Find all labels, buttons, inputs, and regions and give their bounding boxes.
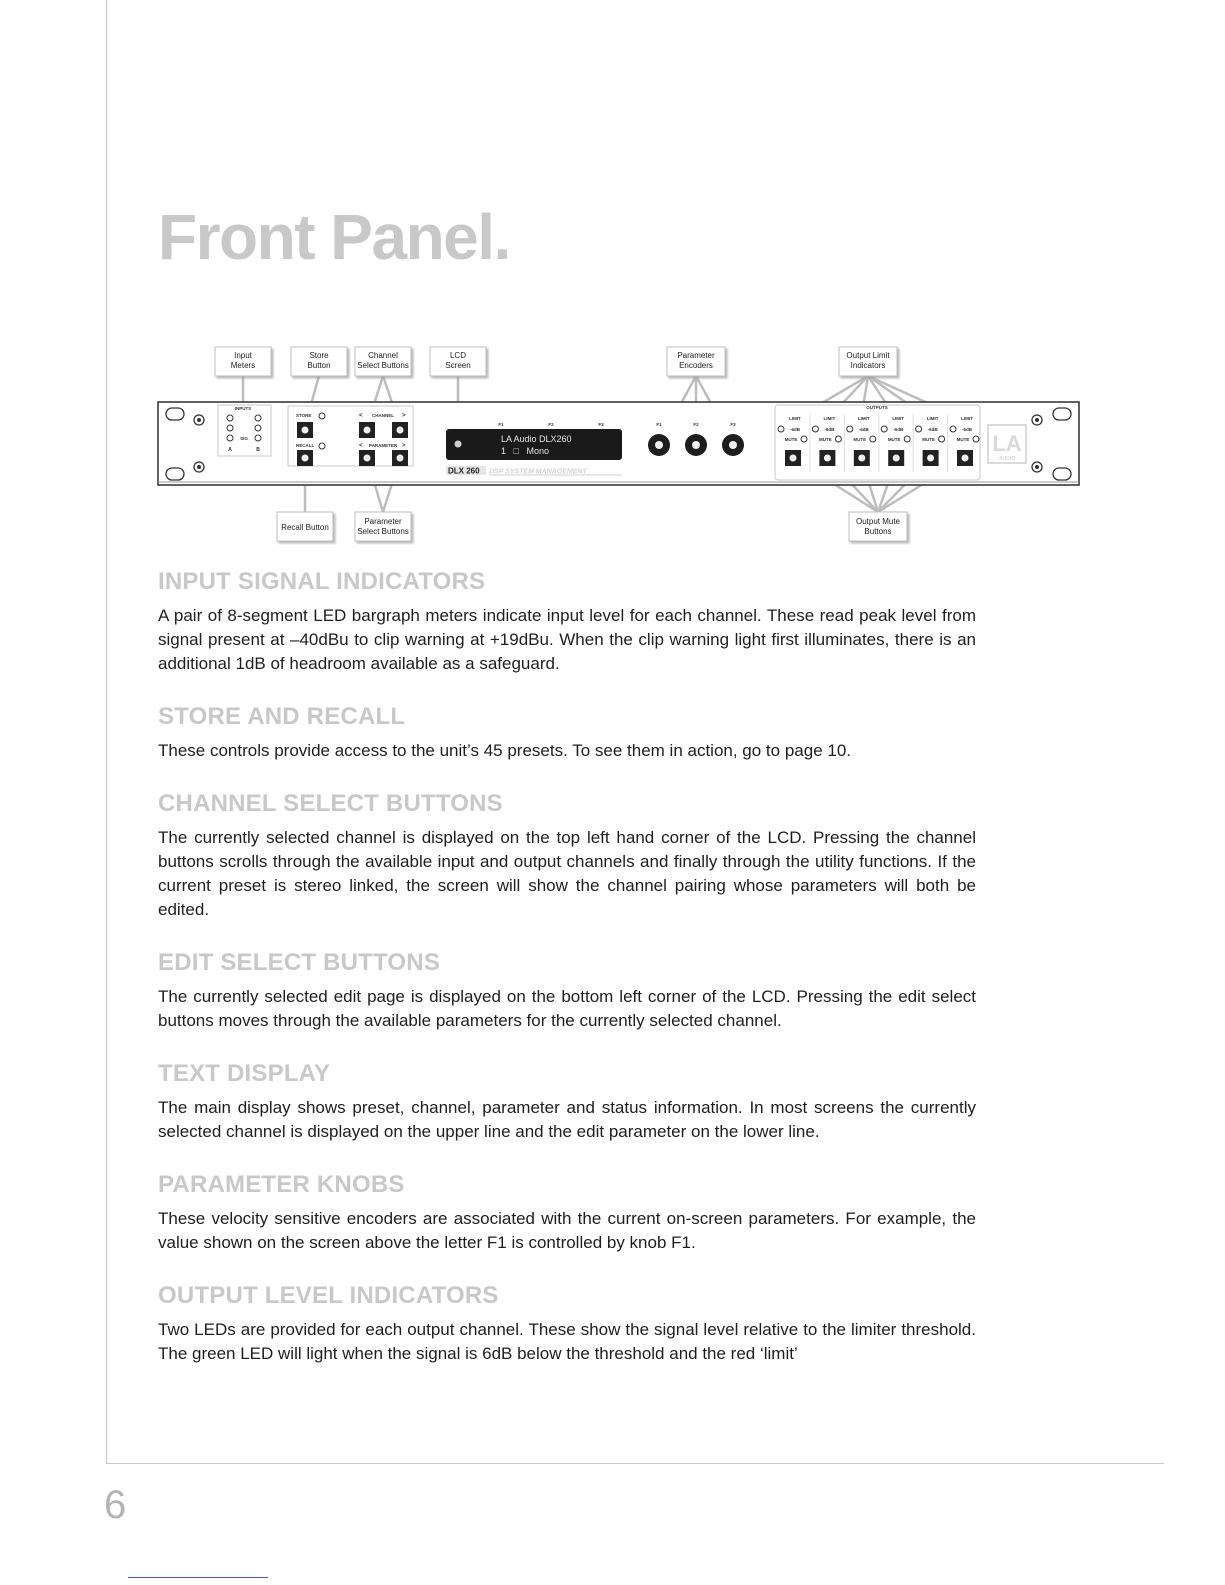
section (158, 1060, 976, 1144)
inputs-label: INPUTS (234, 406, 252, 411)
outputs-block (775, 405, 980, 480)
minus6db-label: -6dB (790, 427, 800, 432)
section (158, 1171, 976, 1255)
svg-text:Store: Store (309, 351, 329, 360)
section-body: These velocity sensitive encoders are associated with the current on-screen parameters. For example, the value shown on the screen above the letter F1 is controlled by knob F1. (158, 1209, 976, 1252)
recall-led (319, 443, 325, 449)
parameter-knob-f1[interactable] (648, 434, 670, 456)
section-body: These controls provide access to the unit’s 45 presets. To see them in action, go to page 10. (158, 741, 852, 760)
mute-label: MUTE (887, 437, 901, 442)
rack-slot (166, 468, 184, 480)
section (158, 703, 976, 763)
callout-parameter-select (355, 512, 411, 541)
knob-f1-label: F1 (656, 422, 662, 427)
logo-text: LA (992, 431, 1022, 456)
front-panel-diagram (157, 340, 1083, 549)
button-dot (790, 455, 797, 462)
sections (158, 568, 976, 1393)
button-dot (962, 455, 969, 462)
store-label: STORE (296, 413, 312, 418)
limit-led (881, 426, 887, 432)
section (158, 568, 976, 676)
section (158, 1282, 976, 1366)
minus6db-label: -6dB (858, 427, 869, 432)
callout-store-button (291, 347, 347, 376)
outputs-label: OUTPUTS (866, 405, 888, 410)
section-heading: INPUT SIGNAL INDICATORS (158, 568, 486, 595)
limit-led (916, 426, 922, 432)
callout-output-mute (849, 512, 907, 541)
button-dot (893, 455, 900, 462)
rack-slot (166, 408, 184, 420)
section-heading: EDIT SELECT BUTTONS (158, 949, 441, 976)
button-dot (858, 455, 865, 462)
limit-led (847, 426, 853, 432)
parameter-knob-f3[interactable] (722, 434, 744, 456)
button-dot (824, 455, 831, 462)
svg-text:Input: Input (234, 351, 252, 360)
knob-f2-label: F2 (693, 422, 699, 427)
minus6db-label: -6dB (893, 427, 904, 432)
lcd-line-2: 1 □ Mono (501, 446, 549, 456)
la-audio-logo (988, 425, 1026, 463)
callout-recall-button (277, 512, 333, 541)
model-name: DLX 260 (448, 466, 480, 476)
knob-f3-label: F3 (730, 422, 736, 427)
svg-text:Buttons: Buttons (864, 527, 892, 536)
parameter-knob-f2[interactable] (685, 434, 707, 456)
softkey-f3-label: F3 (598, 422, 604, 427)
mute-led (939, 436, 945, 442)
bottom-link-underline (128, 1577, 268, 1578)
mute-led (801, 436, 807, 442)
svg-text:Indicators: Indicators (850, 361, 886, 370)
sig-label: SIG (240, 436, 248, 441)
svg-text:Output Limit: Output Limit (846, 351, 890, 360)
section-heading: OUTPUT LEVEL INDICATORS (158, 1282, 499, 1309)
callout-parameter-encoders (667, 347, 725, 376)
section-heading: PARAMETER KNOBS (158, 1171, 405, 1198)
minus6db-label: -6dB (927, 427, 938, 432)
mute-led (870, 436, 876, 442)
softkey-f1-label: F1 (498, 422, 504, 427)
rack-slot (1053, 468, 1071, 480)
recall-label: RECALL (296, 443, 315, 448)
front-panel-svg (157, 340, 1083, 545)
section (158, 790, 976, 922)
section-body: A pair of 8-segment LED bargraph meters indicate input level for each channel. These read peak level from signal present at –40dBu to clip warning at +19dBu. When the clip warning light first illuminates, there is an additional 1dB of headroom available as a safeguard. (158, 606, 976, 673)
channel-label: CHANNEL (372, 413, 394, 418)
lcd-line-1: LA Audio DLX260 (501, 434, 572, 444)
mute-label: MUTE (922, 437, 935, 442)
section-body: The main display shows preset, channel, parameter and status information. In most screens the currently selected channel is displayed on the upper line and the edit parameter on the lower line. (158, 1098, 976, 1141)
limit-led (950, 426, 956, 432)
mute-label: MUTE (853, 437, 867, 442)
store-led (319, 413, 325, 419)
section-body: Two LEDs are provided for each output channel. These show the signal level relative to the limiter threshold. The green LED will light when the signal is 6dB below the threshold and the red ‘limit’ (158, 1320, 976, 1363)
mute-label: MUTE (784, 437, 798, 442)
section-heading: TEXT DISPLAY (158, 1060, 331, 1087)
limit-label: LIMIT (926, 416, 939, 421)
footer-rule (106, 1463, 1164, 1464)
softkey-f2-label: F2 (548, 422, 554, 427)
page-number: 6 (104, 1483, 127, 1527)
parameter-label: PARAMETER (368, 443, 398, 448)
svg-text:Button: Button (307, 361, 331, 370)
input-meters (218, 405, 271, 456)
callout-input-meters (215, 347, 271, 376)
model-subtitle: DSP SYSTEM MANAGEMENT (489, 468, 587, 476)
svg-text:Select Buttons: Select Buttons (357, 361, 409, 370)
mute-led (835, 436, 841, 442)
section-body: The currently selected channel is displayed on the top left hand corner of the LCD. Pressing the channel buttons scrolls through the available input and output channels and finally through the utility functions. If the current preset is stereo linked, the screen will show the channel pairing whose parameters will both be edited. (158, 828, 976, 919)
limit-label: LIMIT (892, 416, 905, 421)
svg-text:Output Mute: Output Mute (855, 517, 901, 526)
callout-output-limit (839, 347, 897, 376)
limit-label: LIMIT (789, 416, 801, 421)
section (158, 949, 976, 1033)
rack-slot (1053, 408, 1071, 420)
input-a-label: A (228, 447, 232, 453)
svg-text:Parameter: Parameter (677, 351, 715, 360)
limit-label: LIMIT (857, 416, 870, 421)
mute-label: MUTE (819, 437, 832, 442)
svg-text:Meters: Meters (230, 361, 256, 370)
input-b-label: B (256, 447, 260, 453)
mute-led (973, 436, 979, 442)
callout-lcd-screen (430, 347, 486, 376)
logo-sub-text: AUDIO (998, 456, 1016, 462)
svg-text:Recall Button: Recall Button (281, 523, 329, 532)
limit-label: LIMIT (823, 416, 836, 421)
svg-text:Select Buttons: Select Buttons (357, 527, 409, 536)
svg-text:LCD: LCD (449, 351, 467, 360)
channel-prev-arrow: < (359, 413, 363, 419)
minus6db-label: -6dB (962, 427, 972, 432)
limit-led (778, 426, 784, 432)
limit-led (812, 426, 818, 432)
limit-label: LIMIT (961, 416, 973, 421)
button-dot (927, 455, 934, 462)
callout-channel-select (355, 347, 411, 376)
mute-led (904, 436, 910, 442)
mute-label: MUTE (956, 437, 970, 442)
parameter-prev-arrow: < (359, 443, 363, 449)
svg-text:Parameter: Parameter (364, 517, 402, 526)
parameter-next-arrow: > (402, 443, 406, 449)
section-heading: STORE AND RECALL (158, 703, 406, 730)
svg-text:Channel: Channel (368, 351, 398, 360)
section-body: The currently selected edit page is displayed on the bottom left corner of the LCD. Pressing the edit select buttons moves through the available parameters for the currently selected channel. (158, 987, 976, 1030)
section-heading: CHANNEL SELECT BUTTONS (158, 790, 503, 817)
page-title: Front Panel. (158, 201, 510, 273)
svg-text:Screen: Screen (445, 361, 471, 370)
minus6db-label: -6dB (824, 427, 835, 432)
margin-rule (106, 0, 107, 1464)
channel-next-arrow: > (402, 413, 406, 419)
svg-text:Encoders: Encoders (679, 361, 713, 370)
